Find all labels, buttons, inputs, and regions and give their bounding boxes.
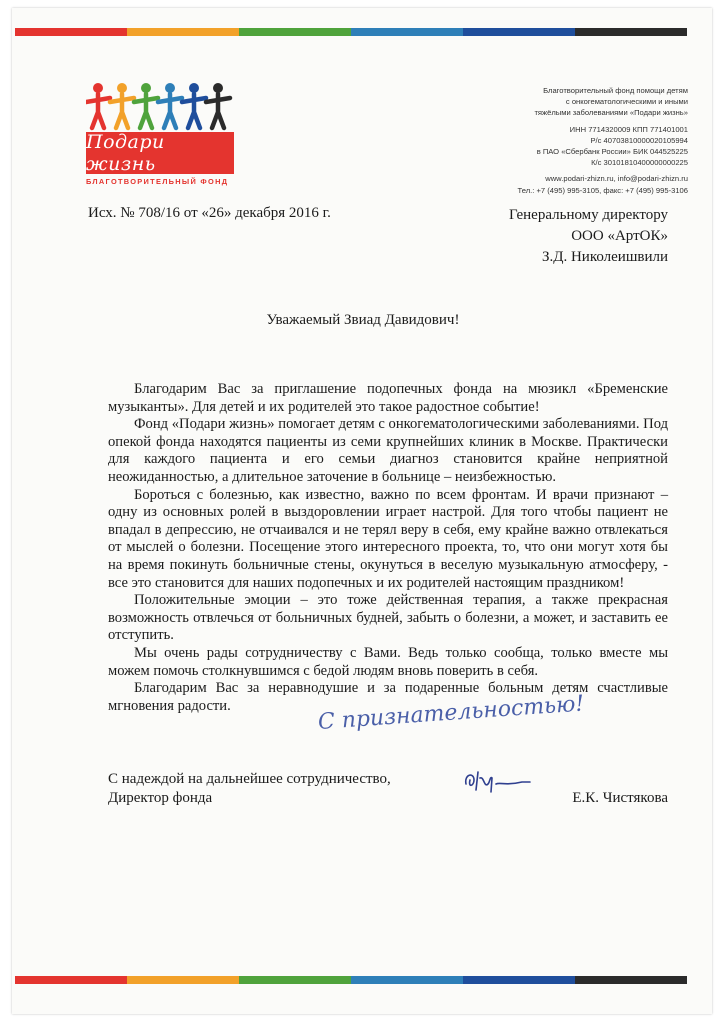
color-stripe-top xyxy=(15,28,687,36)
body-paragraph: Бороться с болезнью, как известно, важно по всем фронтам. И врачи признают – одну из основных ролей в выздоровлении играет настрой. Для того чтобы пациент не впадал в депрессию, не отчаивался и не терял веру в себя, ему крайне важно отвлекаться от мыслей о болезни. Посещение этого интересного проекта, то, что они могут хотя бы на время покинуть больничные стены, окунуться в веселую музыкальную атмосферу, - все это становится для наших подопечных и их родителей настоящим праздником! xyxy=(108,486,668,591)
body-paragraph: Положительные эмоции – это тоже действенная терапия, а также прекрасная возможность отвлечься от больничных будней, забыть о болезни, а может, и заставить ее отступить. xyxy=(108,592,668,644)
logo-wordmark: Подари жизнь xyxy=(86,132,234,174)
person-figure xyxy=(206,83,230,128)
person-figure xyxy=(158,83,182,128)
stripe-segment xyxy=(127,976,239,984)
body-paragraph: Мы очень рады сотрудничеству с Вами. Ведь только сообща, только вместе мы можем помочь столкнувшимся с бедой людям вновь поверить в себя. xyxy=(108,644,668,679)
color-stripe-bottom xyxy=(15,976,687,984)
stripe-segment xyxy=(15,28,127,36)
requisites-line: в ПАО «Сбербанк России» БИК 044525225 xyxy=(536,147,688,157)
closing-block xyxy=(108,770,391,808)
body-paragraph: Фонд «Подари жизнь» помогает детям с онкогематологическими заболеваниями. Под опекой фонда находятся пациенты из семи крупнейших клиник в Москве. Практически для каждого пациента и его семьи диагноз становится крайне неприятной неожиданностью, а длительное заточение в больнице – неизбежностью. xyxy=(108,416,668,485)
requisites-line: www.podari-zhizn.ru, info@podari-zhizn.ru xyxy=(545,174,688,184)
people-chain-icon xyxy=(86,80,236,132)
addressee-position: Генеральному директору xyxy=(508,207,668,223)
addressee-name: З.Д. Николеишвили xyxy=(541,249,668,265)
body-paragraph: Благодарим Вас за неравнодушие и за подаренные больным детям счастливые мгновения радости. xyxy=(108,680,668,714)
requisites-line: Тел.: +7 (495) 995-3105, факс: +7 (495) 995-3106 xyxy=(517,185,688,195)
greeting: Уважаемый Звиад Давидович! xyxy=(266,312,460,328)
addressee-block xyxy=(509,205,668,268)
signature-icon xyxy=(460,762,540,798)
closing-line: С надеждой на дальнейшее сотрудничество, xyxy=(108,771,391,787)
requisites-line: Р/с 40703810000020105994 xyxy=(590,135,688,145)
requisites-line: К/с 30101810400000000225 xyxy=(591,158,688,168)
stripe-segment xyxy=(239,976,351,984)
person-figure xyxy=(86,83,110,128)
body-paragraph: Благодарим Вас за приглашение подопечных фонда на мюзикл «Бременские музыканты». Для детей и их родителей это такое радостное событие! xyxy=(108,381,668,415)
outgoing-number: Исх. № 708/16 от «26» декабря 2016 г. xyxy=(88,205,331,221)
letter-body xyxy=(108,381,668,715)
requisites-line: ИНН 7714320009 КПП 771401001 xyxy=(569,124,688,134)
stripe-segment xyxy=(463,28,575,36)
person-figure xyxy=(110,83,134,128)
handwritten-note: С признательностью! xyxy=(317,691,586,735)
stripe-segment xyxy=(15,976,127,984)
requisites-line: с онкогематологическими и иными xyxy=(565,97,688,107)
stripe-segment xyxy=(239,28,351,36)
stripe-segment xyxy=(463,976,575,984)
stripe-segment xyxy=(575,976,687,984)
stripe-segment xyxy=(351,28,463,36)
requisites-line: тяжёлыми заболеваниями «Подари жизнь» xyxy=(534,108,688,118)
stripe-segment xyxy=(575,28,687,36)
stripe-segment xyxy=(351,976,463,984)
foundation-requisites xyxy=(428,85,688,196)
requisites-line: Благотворительный фонд помощи детям xyxy=(543,86,688,95)
addressee-company: ООО «АртОК» xyxy=(571,228,668,244)
logo-subtitle: БЛАГОТВОРИТЕЛЬНЫЙ ФОНД xyxy=(86,177,229,186)
stripe-segment xyxy=(127,28,239,36)
person-figure xyxy=(134,83,158,128)
person-figure xyxy=(182,83,206,128)
signer-name: Е.К. Чистякова xyxy=(572,790,668,806)
closing-title: Директор фонда xyxy=(108,790,213,806)
